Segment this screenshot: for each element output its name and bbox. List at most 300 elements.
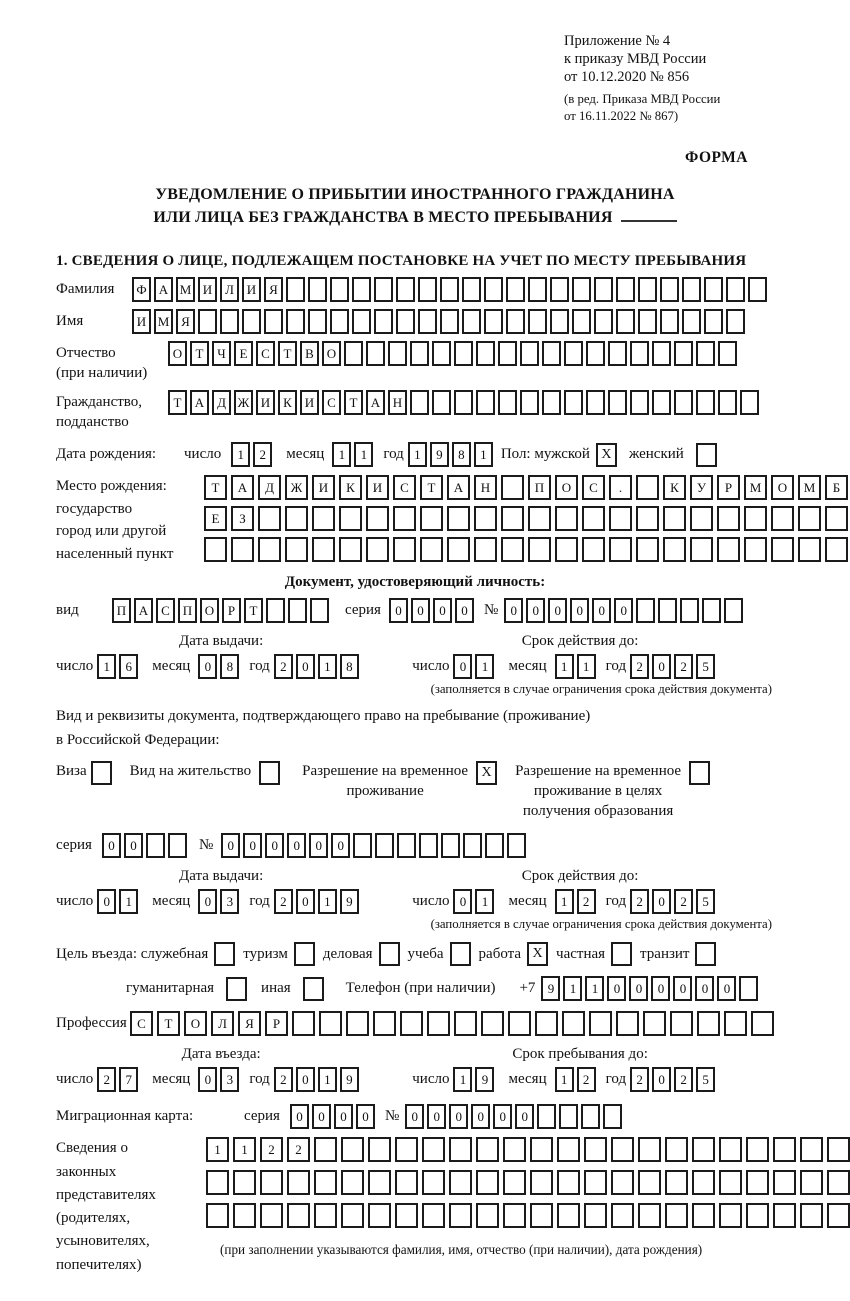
char-cell[interactable]: Я [238,1011,261,1036]
char-cell[interactable] [636,598,655,623]
char-cell[interactable] [264,309,283,334]
char-cell[interactable] [594,277,613,302]
char-cell[interactable]: 2 [577,889,596,914]
char-cell[interactable] [530,1203,553,1228]
birth-place-row-2[interactable] [204,506,848,531]
char-cell[interactable] [572,277,591,302]
char-cell[interactable]: А [190,390,209,415]
char-cell[interactable]: Е [234,341,253,366]
sex-female-checkbox[interactable] [696,443,717,467]
char-cell[interactable] [454,341,473,366]
char-cell[interactable]: . [609,475,632,500]
char-cell[interactable]: 2 [630,889,649,914]
char-cell[interactable]: 1 [555,889,574,914]
char-cell[interactable] [308,277,327,302]
char-cell[interactable] [368,1137,391,1162]
char-cell[interactable]: 1 [231,442,250,467]
char-cell[interactable] [341,1170,364,1195]
doc-kind-input[interactable] [112,598,329,623]
char-cell[interactable] [373,1011,396,1036]
char-cell[interactable] [603,1104,622,1129]
birth-day-input[interactable] [231,442,272,467]
sex-male-checkbox[interactable]: X [596,443,617,467]
birth-place-row-1[interactable] [204,475,848,500]
char-cell[interactable]: Д [212,390,231,415]
char-cell[interactable] [696,390,715,415]
char-cell[interactable] [503,1170,526,1195]
char-cell[interactable] [506,309,525,334]
char-cell[interactable]: 0 [607,976,626,1001]
char-cell[interactable]: 0 [717,976,736,1001]
char-cell[interactable] [432,341,451,366]
char-cell[interactable]: 5 [696,1067,715,1092]
char-cell[interactable]: 9 [340,1067,359,1092]
char-cell[interactable] [528,537,551,562]
char-cell[interactable]: Л [220,277,239,302]
char-cell[interactable]: 0 [287,833,306,858]
char-cell[interactable]: А [366,390,385,415]
char-cell[interactable]: 1 [555,654,574,679]
char-cell[interactable] [658,598,677,623]
char-cell[interactable]: О [184,1011,207,1036]
char-cell[interactable] [586,390,605,415]
char-cell[interactable]: 8 [220,654,239,679]
valid-day-input[interactable] [453,654,494,679]
char-cell[interactable]: 2 [630,654,649,679]
char-cell[interactable] [773,1203,796,1228]
char-cell[interactable]: Р [222,598,241,623]
char-cell[interactable] [476,1203,499,1228]
char-cell[interactable] [718,341,737,366]
char-cell[interactable]: 0 [652,1067,671,1092]
char-cell[interactable] [168,833,187,858]
char-cell[interactable]: С [130,1011,153,1036]
char-cell[interactable] [636,475,659,500]
char-cell[interactable]: 3 [220,889,239,914]
char-cell[interactable] [447,537,470,562]
char-cell[interactable]: 2 [674,654,693,679]
char-cell[interactable]: 0 [290,1104,309,1129]
char-cell[interactable] [395,1137,418,1162]
char-cell[interactable]: Т [190,341,209,366]
char-cell[interactable]: С [322,390,341,415]
char-cell[interactable]: 1 [563,976,582,1001]
entry-year-input[interactable] [274,1067,359,1092]
char-cell[interactable] [550,277,569,302]
char-cell[interactable] [422,1170,445,1195]
char-cell[interactable] [674,390,693,415]
char-cell[interactable] [339,506,362,531]
char-cell[interactable] [798,506,821,531]
char-cell[interactable] [638,1170,661,1195]
visa-checkbox[interactable] [91,761,112,785]
char-cell[interactable] [481,1011,504,1036]
char-cell[interactable] [744,537,767,562]
char-cell[interactable] [308,309,327,334]
char-cell[interactable] [310,598,329,623]
char-cell[interactable]: С [256,341,275,366]
char-cell[interactable] [260,1170,283,1195]
char-cell[interactable] [630,341,649,366]
char-cell[interactable] [800,1170,823,1195]
char-cell[interactable] [422,1203,445,1228]
residence-valid-month-input[interactable] [555,889,596,914]
char-cell[interactable] [717,537,740,562]
char-cell[interactable] [330,277,349,302]
char-cell[interactable] [508,1011,531,1036]
char-cell[interactable]: Т [344,390,363,415]
char-cell[interactable]: 0 [471,1104,490,1129]
char-cell[interactable] [636,506,659,531]
char-cell[interactable] [746,1203,769,1228]
char-cell[interactable]: 1 [555,1067,574,1092]
char-cell[interactable]: 1 [577,654,596,679]
char-cell[interactable] [638,277,657,302]
char-cell[interactable]: Т [420,475,443,500]
char-cell[interactable] [503,1137,526,1162]
char-cell[interactable] [740,390,759,415]
char-cell[interactable] [726,309,745,334]
char-cell[interactable]: 0 [389,598,408,623]
char-cell[interactable] [498,390,517,415]
char-cell[interactable] [557,1137,580,1162]
char-cell[interactable]: 5 [696,889,715,914]
char-cell[interactable]: М [744,475,767,500]
char-cell[interactable] [638,309,657,334]
char-cell[interactable] [440,309,459,334]
char-cell[interactable]: Ж [285,475,308,500]
char-cell[interactable] [312,506,335,531]
char-cell[interactable] [609,506,632,531]
char-cell[interactable]: Е [204,506,227,531]
char-cell[interactable]: И [312,475,335,500]
char-cell[interactable] [449,1203,472,1228]
char-cell[interactable]: 8 [340,654,359,679]
char-cell[interactable] [396,277,415,302]
char-cell[interactable] [724,598,743,623]
purpose-private-checkbox[interactable] [611,942,632,966]
char-cell[interactable] [562,1011,585,1036]
char-cell[interactable]: 0 [652,889,671,914]
residence-valid-day-input[interactable] [453,889,494,914]
char-cell[interactable] [717,506,740,531]
char-cell[interactable]: 0 [695,976,714,1001]
char-cell[interactable]: 0 [548,598,567,623]
char-cell[interactable] [827,1137,850,1162]
char-cell[interactable] [353,833,372,858]
char-cell[interactable] [484,277,503,302]
char-cell[interactable]: О [200,598,219,623]
char-cell[interactable] [233,1203,256,1228]
char-cell[interactable]: 0 [405,1104,424,1129]
char-cell[interactable] [798,537,821,562]
char-cell[interactable]: И [300,390,319,415]
char-cell[interactable] [242,309,261,334]
char-cell[interactable]: 0 [455,598,474,623]
char-cell[interactable] [827,1203,850,1228]
purpose-transit-checkbox[interactable] [695,942,716,966]
char-cell[interactable] [410,390,429,415]
char-cell[interactable]: 0 [221,833,240,858]
char-cell[interactable] [410,341,429,366]
char-cell[interactable]: 0 [296,1067,315,1092]
char-cell[interactable] [665,1203,688,1228]
char-cell[interactable] [680,598,699,623]
char-cell[interactable]: Ф [132,277,151,302]
char-cell[interactable] [198,309,217,334]
char-cell[interactable] [690,537,713,562]
char-cell[interactable]: 1 [354,442,373,467]
char-cell[interactable] [572,309,591,334]
char-cell[interactable]: 1 [119,889,138,914]
char-cell[interactable]: И [256,390,275,415]
stay-month-input[interactable] [555,1067,596,1092]
char-cell[interactable] [555,506,578,531]
char-cell[interactable]: И [242,277,261,302]
char-cell[interactable] [537,1104,556,1129]
birth-place-row-3[interactable] [204,537,848,562]
char-cell[interactable]: 1 [585,976,604,1001]
char-cell[interactable]: И [366,475,389,500]
char-cell[interactable] [696,341,715,366]
char-cell[interactable] [746,1170,769,1195]
char-cell[interactable] [474,537,497,562]
char-cell[interactable]: Т [204,475,227,500]
migration-number-input[interactable] [405,1104,622,1129]
char-cell[interactable] [374,309,393,334]
char-cell[interactable]: 0 [673,976,692,1001]
char-cell[interactable]: 1 [318,1067,337,1092]
char-cell[interactable]: 2 [253,442,272,467]
char-cell[interactable]: 2 [260,1137,283,1162]
char-cell[interactable]: А [447,475,470,500]
char-cell[interactable]: 0 [504,598,523,623]
char-cell[interactable] [630,390,649,415]
char-cell[interactable] [314,1137,337,1162]
migration-series-input[interactable] [290,1104,375,1129]
char-cell[interactable] [498,341,517,366]
char-cell[interactable] [260,1203,283,1228]
char-cell[interactable] [286,277,305,302]
char-cell[interactable] [454,1011,477,1036]
char-cell[interactable] [441,833,460,858]
char-cell[interactable] [285,537,308,562]
surname-input[interactable] [132,277,767,302]
issue-month-input[interactable] [198,654,239,679]
char-cell[interactable]: 0 [243,833,262,858]
char-cell[interactable] [400,1011,423,1036]
char-cell[interactable]: 0 [493,1104,512,1129]
char-cell[interactable]: Т [157,1011,180,1036]
char-cell[interactable] [704,309,723,334]
char-cell[interactable] [564,341,583,366]
char-cell[interactable] [432,390,451,415]
char-cell[interactable]: П [178,598,197,623]
char-cell[interactable]: К [339,475,362,500]
residence-issue-month-input[interactable] [198,889,239,914]
char-cell[interactable]: В [300,341,319,366]
char-cell[interactable] [586,341,605,366]
phone-input[interactable] [541,976,758,1001]
char-cell[interactable] [660,277,679,302]
char-cell[interactable]: С [156,598,175,623]
char-cell[interactable] [652,341,671,366]
char-cell[interactable] [374,277,393,302]
char-cell[interactable] [501,537,524,562]
char-cell[interactable] [520,390,539,415]
char-cell[interactable] [206,1170,229,1195]
char-cell[interactable]: 0 [453,889,472,914]
doc-series-input[interactable] [389,598,474,623]
char-cell[interactable] [652,390,671,415]
char-cell[interactable] [690,506,713,531]
char-cell[interactable]: А [231,475,254,500]
char-cell[interactable] [825,506,848,531]
char-cell[interactable]: 0 [309,833,328,858]
char-cell[interactable] [724,1011,747,1036]
profession-input[interactable] [130,1011,774,1036]
char-cell[interactable] [485,833,504,858]
char-cell[interactable]: 0 [331,833,350,858]
char-cell[interactable] [636,537,659,562]
char-cell[interactable] [581,1104,600,1129]
char-cell[interactable]: 0 [97,889,116,914]
citizenship-input[interactable] [168,390,759,415]
char-cell[interactable]: 3 [220,1067,239,1092]
char-cell[interactable] [557,1203,580,1228]
char-cell[interactable] [584,1170,607,1195]
birth-month-input[interactable] [332,442,373,467]
char-cell[interactable] [366,537,389,562]
char-cell[interactable] [476,341,495,366]
char-cell[interactable]: 0 [629,976,648,1001]
char-cell[interactable] [692,1137,715,1162]
char-cell[interactable] [771,537,794,562]
char-cell[interactable] [231,537,254,562]
char-cell[interactable] [233,1170,256,1195]
entry-month-input[interactable] [198,1067,239,1092]
char-cell[interactable] [564,390,583,415]
char-cell[interactable]: 0 [312,1104,331,1129]
char-cell[interactable] [314,1170,337,1195]
residence-permit-checkbox[interactable] [259,761,280,785]
char-cell[interactable]: 2 [630,1067,649,1092]
char-cell[interactable]: 2 [577,1067,596,1092]
char-cell[interactable]: М [176,277,195,302]
char-cell[interactable]: 1 [332,442,351,467]
char-cell[interactable] [420,537,443,562]
char-cell[interactable] [375,833,394,858]
edu-residence-checkbox[interactable] [689,761,710,785]
char-cell[interactable] [528,309,547,334]
char-cell[interactable] [395,1170,418,1195]
char-cell[interactable] [319,1011,342,1036]
residence-valid-year-input[interactable] [630,889,715,914]
char-cell[interactable] [352,309,371,334]
char-cell[interactable]: О [322,341,341,366]
char-cell[interactable] [393,537,416,562]
char-cell[interactable] [449,1137,472,1162]
char-cell[interactable]: З [231,506,254,531]
char-cell[interactable] [396,309,415,334]
char-cell[interactable] [266,598,285,623]
char-cell[interactable] [719,1170,742,1195]
char-cell[interactable] [584,1203,607,1228]
char-cell[interactable] [501,475,524,500]
char-cell[interactable]: 0 [433,598,452,623]
char-cell[interactable] [748,277,767,302]
char-cell[interactable]: 1 [233,1137,256,1162]
char-cell[interactable]: С [393,475,416,500]
residence-issue-day-input[interactable] [97,889,138,914]
residence-issue-year-input[interactable] [274,889,359,914]
char-cell[interactable] [476,1170,499,1195]
char-cell[interactable] [682,309,701,334]
char-cell[interactable]: О [555,475,578,500]
char-cell[interactable] [528,506,551,531]
char-cell[interactable]: 1 [475,654,494,679]
char-cell[interactable] [397,833,416,858]
char-cell[interactable] [530,1170,553,1195]
char-cell[interactable]: 9 [340,889,359,914]
char-cell[interactable]: 0 [198,654,217,679]
char-cell[interactable] [366,506,389,531]
char-cell[interactable]: Л [211,1011,234,1036]
representatives-row-3[interactable] [206,1203,850,1228]
char-cell[interactable]: М [154,309,173,334]
char-cell[interactable]: К [663,475,686,500]
char-cell[interactable] [582,506,605,531]
char-cell[interactable]: 8 [452,442,471,467]
char-cell[interactable] [285,506,308,531]
char-cell[interactable]: Н [474,475,497,500]
char-cell[interactable] [582,537,605,562]
stay-year-input[interactable] [630,1067,715,1092]
char-cell[interactable] [462,277,481,302]
char-cell[interactable] [800,1137,823,1162]
char-cell[interactable] [287,1203,310,1228]
char-cell[interactable] [692,1203,715,1228]
char-cell[interactable]: Р [717,475,740,500]
char-cell[interactable]: П [528,475,551,500]
char-cell[interactable] [422,1137,445,1162]
char-cell[interactable] [800,1203,823,1228]
char-cell[interactable] [530,1137,553,1162]
char-cell[interactable] [771,506,794,531]
char-cell[interactable] [670,1011,693,1036]
char-cell[interactable]: 0 [296,889,315,914]
char-cell[interactable]: А [154,277,173,302]
char-cell[interactable] [476,390,495,415]
char-cell[interactable] [827,1170,850,1195]
char-cell[interactable]: Б [825,475,848,500]
char-cell[interactable] [286,309,305,334]
char-cell[interactable]: А [134,598,153,623]
char-cell[interactable] [395,1203,418,1228]
purpose-study-checkbox[interactable] [450,942,471,966]
char-cell[interactable]: 0 [265,833,284,858]
char-cell[interactable] [584,1137,607,1162]
char-cell[interactable]: Н [388,390,407,415]
char-cell[interactable] [454,390,473,415]
char-cell[interactable]: 2 [674,889,693,914]
char-cell[interactable] [501,506,524,531]
char-cell[interactable] [611,1203,634,1228]
char-cell[interactable]: 0 [453,654,472,679]
char-cell[interactable] [341,1137,364,1162]
char-cell[interactable] [611,1137,634,1162]
char-cell[interactable] [146,833,165,858]
